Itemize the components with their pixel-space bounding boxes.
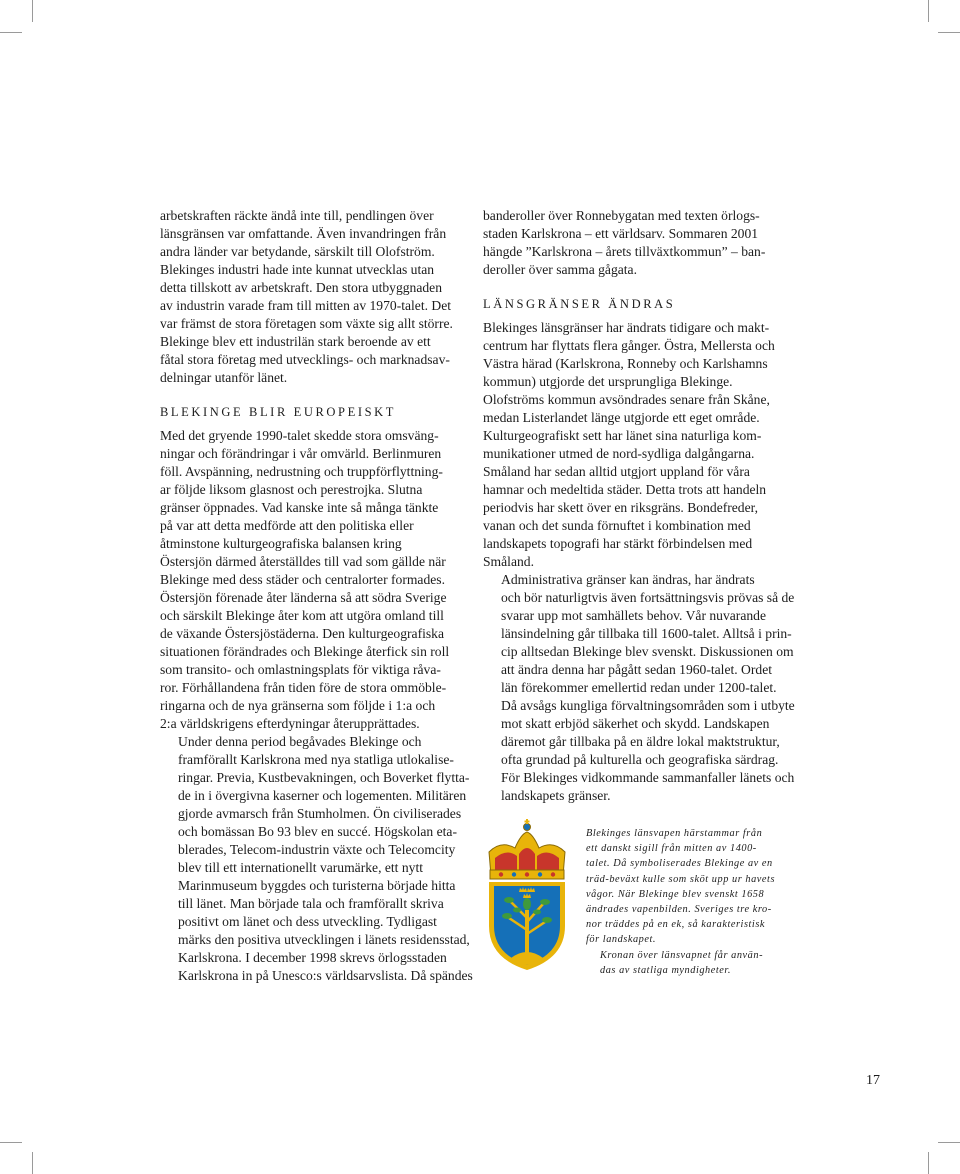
text-line: var främst de stora företagen som växte sig allt större.	[160, 316, 453, 331]
crop-mark-bottom-left-h	[0, 1142, 22, 1143]
text-line: ar följde liksom glasnost och perestrojka. Slutna	[160, 482, 423, 497]
text-line: hängde ”Karlskrona – årets tillväxtkommun” – ban-	[483, 244, 766, 259]
crop-mark-bottom-left	[32, 1152, 33, 1174]
text-line: gjorde avmarsch från Stumholmen. Ön civiliserades	[178, 806, 462, 821]
text-line: nor träddes på en ek, så karakteristisk	[586, 919, 766, 931]
text-line: talet. Då symboliserades Blekinge av en	[586, 858, 773, 870]
text-line: delningar utanför länet.	[160, 370, 288, 385]
text-line: das av statliga myndigheter.	[600, 964, 731, 976]
blekinge-coat-of-arms-icon	[481, 818, 573, 978]
text-line: märks den positiva utvecklingen i länets residensstad,	[178, 932, 470, 947]
text-line: Västra härad (Karlskrona, Ronneby och Karlshamns	[483, 356, 768, 371]
section-heading-lansgranser-andras: LÄNSGRÄNSER ÄNDRAS	[483, 297, 676, 311]
text-line: träd-beväxt kulle som sköt upp ur havets	[586, 873, 776, 885]
text-line: positivt om länet och dess utveckling. Tydligast	[178, 914, 437, 929]
text-line: och bomässan Bo 93 blev en succé. Högskolan eta-	[178, 824, 457, 839]
text-line: Karlskrona. I december 1998 skrevs örlogsstaden	[178, 950, 447, 965]
text-line: kommun) utgjorde det ursprungliga Blekinge.	[483, 374, 733, 389]
text-line: de in i övergivna kaserner och logementen. Militären	[178, 788, 467, 803]
text-line: Blekinges industri hade inte kunnat utvecklas utan	[160, 262, 435, 277]
text-line: som transito- och omlastningsplats för viktiga råva-	[160, 662, 441, 677]
text-line: av industrin varade fram till mitten av 1970-talet. Det	[160, 298, 452, 313]
text-line: Administrativa gränser kan ändras, har ändrats	[501, 572, 755, 587]
right-column	[483, 207, 795, 805]
text-line: att ändra denna har pågått sedan 1960-talet. Ordet	[501, 662, 773, 677]
crop-mark-top-left	[32, 0, 33, 22]
text-line: vågor. När Blekinge blev svenskt 1658	[586, 888, 765, 900]
text-line: Olofströms kommun avsöndrades senare från Skåne,	[483, 392, 770, 407]
text-line: staden Karlskrona – ett världsarv. Sommaren 2001	[483, 226, 759, 241]
text-line: andra länder var betydande, särskilt till Olofström.	[160, 244, 435, 259]
left-paragraph-3	[160, 733, 473, 985]
caption-paragraph-1	[586, 826, 796, 948]
text-line: landskapets gränser.	[501, 788, 611, 803]
text-line: Småland har sedan alltid utgjort uppland för våra	[483, 464, 750, 479]
text-line: framförallt Karlskrona med nya statliga utlokalise-	[178, 752, 454, 767]
right-paragraph-1	[483, 207, 795, 279]
left-paragraph-2	[160, 427, 466, 733]
text-line: banderoller över Ronnebygatan med texten örlogs-	[483, 208, 760, 223]
text-line: ett danskt sigill från mitten av 1400-	[586, 843, 757, 855]
text-line: Kulturgeografiskt sett har länet sina naturliga kom-	[483, 428, 762, 443]
right-paragraph-2	[483, 319, 795, 571]
text-line: centrum har flyttats flera gånger. Östra, Mellersta och	[483, 338, 775, 353]
text-line: och bör naturligtvis även fortsättningsvis prövas så de	[501, 590, 795, 605]
text-line: munikationer utmed de nord-sydliga dalgångarna.	[483, 446, 755, 461]
text-line: landskapets topografi har stärkt förbindelsen med	[483, 536, 753, 551]
text-line: medan Listerlandet länge utgjorde ett eget område.	[483, 410, 760, 425]
text-line: ringar. Previa, Kustbevakningen, och Boverket flytta-	[178, 770, 470, 785]
text-line: 2:a världskrigens efterdyningar återupprättades.	[160, 716, 420, 731]
crop-mark-bottom-right	[928, 1152, 929, 1174]
text-line: åtminstone kulturgeografiska balansen kring	[160, 536, 402, 551]
text-line: länsgränsen var omfattande. Även invandringen från	[160, 226, 447, 241]
text-line: hamnar och medeltida städer. Detta trots att handeln	[483, 482, 767, 497]
left-column	[160, 207, 473, 985]
text-line: Blekinge blev ett industrilän stark beroende av ett	[160, 334, 431, 349]
text-line: vanan och det sunda förnuftet i kombination med	[483, 518, 751, 533]
text-line: arbetskraften räckte ändå inte till, pendlingen över	[160, 208, 434, 223]
text-line: län förekommer emellertid redan under 1200-talet.	[501, 680, 777, 695]
text-line: till länet. Man började tala och framförallt skriva	[178, 896, 444, 911]
coat-of-arms-caption	[586, 826, 796, 978]
text-line: för landskapet.	[586, 934, 657, 946]
crop-mark-top-left-h	[0, 32, 22, 33]
text-line: Småland.	[483, 554, 534, 569]
text-line: ändrades vapenbilden. Sveriges tre kro-	[586, 904, 772, 916]
text-line: Blekinges länsgränser har ändrats tidigare och makt-	[483, 320, 770, 335]
text-line: ringarna och de nya gränserna som följde i 1:a och	[160, 698, 436, 713]
text-line: fåtal stora företag med utvecklings- och marknadsav-	[160, 352, 450, 367]
page-number: 17	[866, 1073, 880, 1088]
text-line: cip alltsedan Blekinge blev svenskt. Diskussionen om	[501, 644, 794, 659]
text-line: Blekinge med dess städer och centralorter formades.	[160, 572, 445, 587]
text-line: på var att detta medförde att den politiska eller	[160, 518, 414, 533]
crop-mark-top-right	[928, 0, 929, 22]
text-line: de växande Östersjöstäderna. Den kulturgeografiska	[160, 626, 444, 641]
text-line: Blekinges länsvapen härstammar från	[586, 828, 763, 839]
text-line: ningar och förändringar i vår omvärld. Berlinmuren	[160, 446, 442, 461]
text-line: gränser öppnades. Vad kanske inte så många tänkte	[160, 500, 439, 515]
section-heading-blekinge-blir-europeiskt: BLEKINGE BLIR EUROPEISKT	[160, 405, 397, 419]
crop-mark-bottom-right-h	[938, 1142, 960, 1143]
crown-icon	[489, 819, 565, 879]
text-line: Östersjön därmed återställdes till vad som gällde när	[160, 554, 446, 569]
left-paragraph-1	[160, 207, 466, 387]
caption-paragraph-2	[586, 948, 796, 978]
text-line: Med det gryende 1990-talet skedde stora omsväng-	[160, 428, 439, 443]
text-line: däremot går tillbaka på en äldre lokal maktstruktur,	[501, 734, 780, 749]
crop-mark-top-right-h	[938, 32, 960, 33]
text-line: svarar upp mot samhällets behov. Vår nuvarande	[501, 608, 766, 623]
text-line: Under denna period begåvades Blekinge och	[178, 734, 422, 749]
text-line: detta tillskott av arbetskraft. Den stora utbyggnaden	[160, 280, 442, 295]
text-line: deroller över samma gågata.	[483, 262, 637, 277]
shield-icon	[489, 882, 565, 970]
text-line: föll. Avspänning, nedrustning och truppförflyttning-	[160, 464, 443, 479]
text-line: För Blekinges vidkommande sammanfaller länets och	[501, 770, 795, 785]
text-line: mot skatt erbjöd säkerhet och skydd. Landskapen	[501, 716, 770, 731]
text-line: Marinmuseum byggdes och turisterna började hitta	[178, 878, 456, 893]
text-line: ror. Förhållandena från tiden före de stora ommöble-	[160, 680, 447, 695]
right-paragraph-3	[483, 571, 795, 805]
text-line: Karlskrona in på Unesco:s världsarvslista. Då spändes	[178, 968, 473, 983]
text-line: länsindelning går tillbaka till 1600-talet. Alltså i prin-	[501, 626, 792, 641]
text-line: Då avsågs kungliga förvaltningsområden som i utbyte	[501, 698, 795, 713]
text-line: Kronan över länsvapnet får använ-	[600, 949, 764, 961]
text-line: ofta grundad på kulturella och geografiska särdrag.	[501, 752, 779, 767]
text-line: och särskilt Blekinge åter kom att utgöra omland till	[160, 608, 444, 623]
text-line: situationen förändrades och Blekinge återfick sin roll	[160, 644, 450, 659]
text-line: blev till ett internationellt varumärke, ett nytt	[178, 860, 423, 875]
text-line: Östersjön förenade åter länderna så att södra Sverige	[160, 590, 447, 605]
text-line: periodvis har skett över en riksgräns. Bondefreder,	[483, 500, 759, 515]
text-line: blerades, Telecom-industrin växte och Telecomcity	[178, 842, 456, 857]
